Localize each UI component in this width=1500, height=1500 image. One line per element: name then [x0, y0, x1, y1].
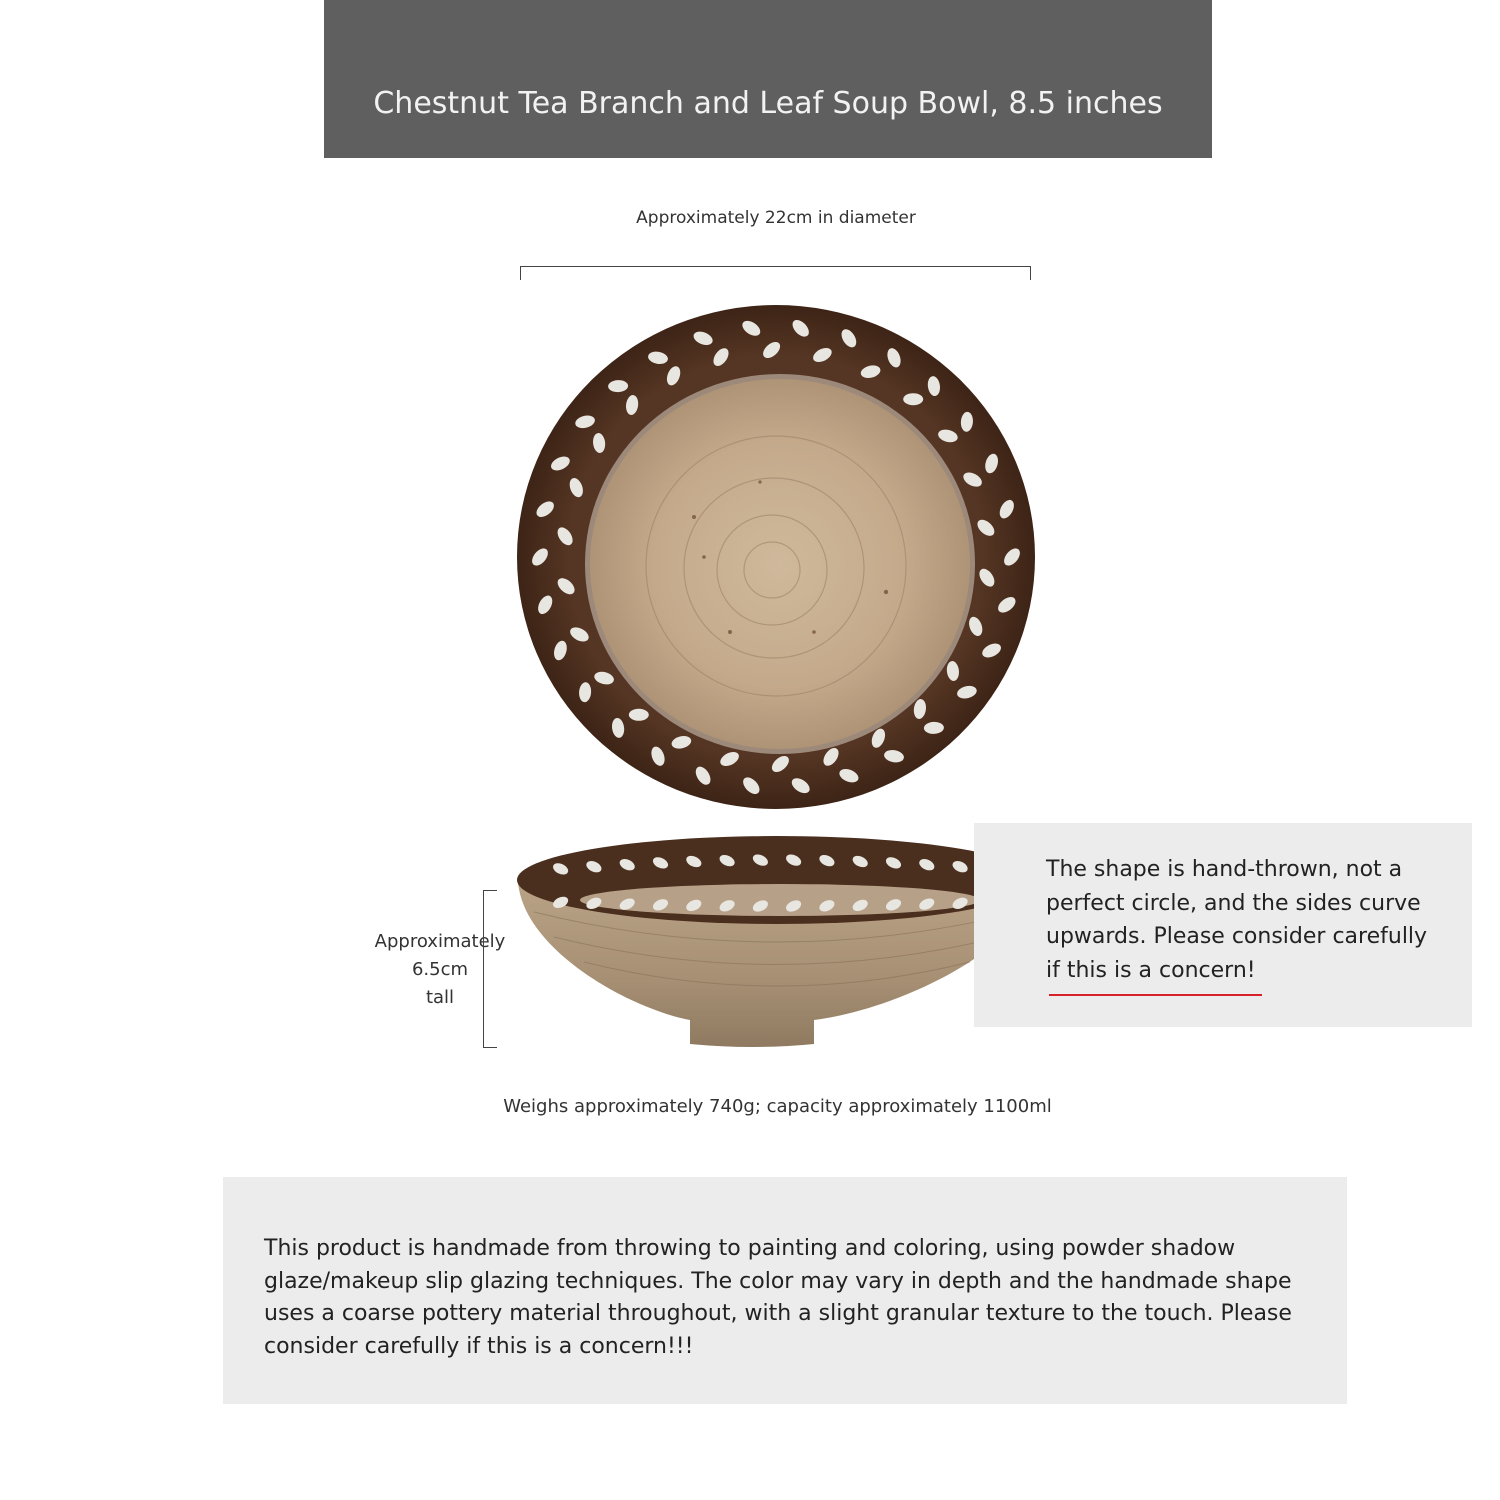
- description-text: This product is handmade from throwing to painting and coloring, using powder shadow glaze/makeup slip glazing techniques. The color may vary in depth and the handmade shape uses a coarse pottery material throughout, with a slight granular texture to the touch. Please consider carefully if this is a concern!!!: [264, 1236, 1292, 1359]
- shape-note-box: [974, 823, 1472, 1027]
- shape-note-text: The shape is hand-thrown, not a perfect circle, and the sides curve upwards. Please consider carefully if this is a concern!: [1046, 857, 1428, 983]
- weight-capacity-label: Weighs approximately 740g; capacity approximately 1100ml: [503, 1096, 1052, 1117]
- height-label-line-1: Approximately: [374, 931, 506, 952]
- product-title: Chestnut Tea Branch and Leaf Soup Bowl, 8.5 inches: [373, 85, 1163, 121]
- bowl-top-view-image: [514, 302, 1038, 812]
- leaf-motif: [629, 709, 649, 721]
- diameter-label: Approximately 22cm in diameter: [636, 208, 916, 228]
- leaf-motif: [903, 393, 923, 405]
- title-banner: [324, 0, 1212, 158]
- bowl-side-view-image: [514, 832, 1040, 1052]
- diameter-bracket: [520, 266, 1031, 280]
- accent-underline: [1049, 994, 1262, 996]
- height-label-line-2: 6.5cm: [411, 959, 469, 980]
- height-label-line-3: tall: [425, 987, 455, 1008]
- description-box: [223, 1177, 1347, 1404]
- height-bracket: [483, 890, 497, 1048]
